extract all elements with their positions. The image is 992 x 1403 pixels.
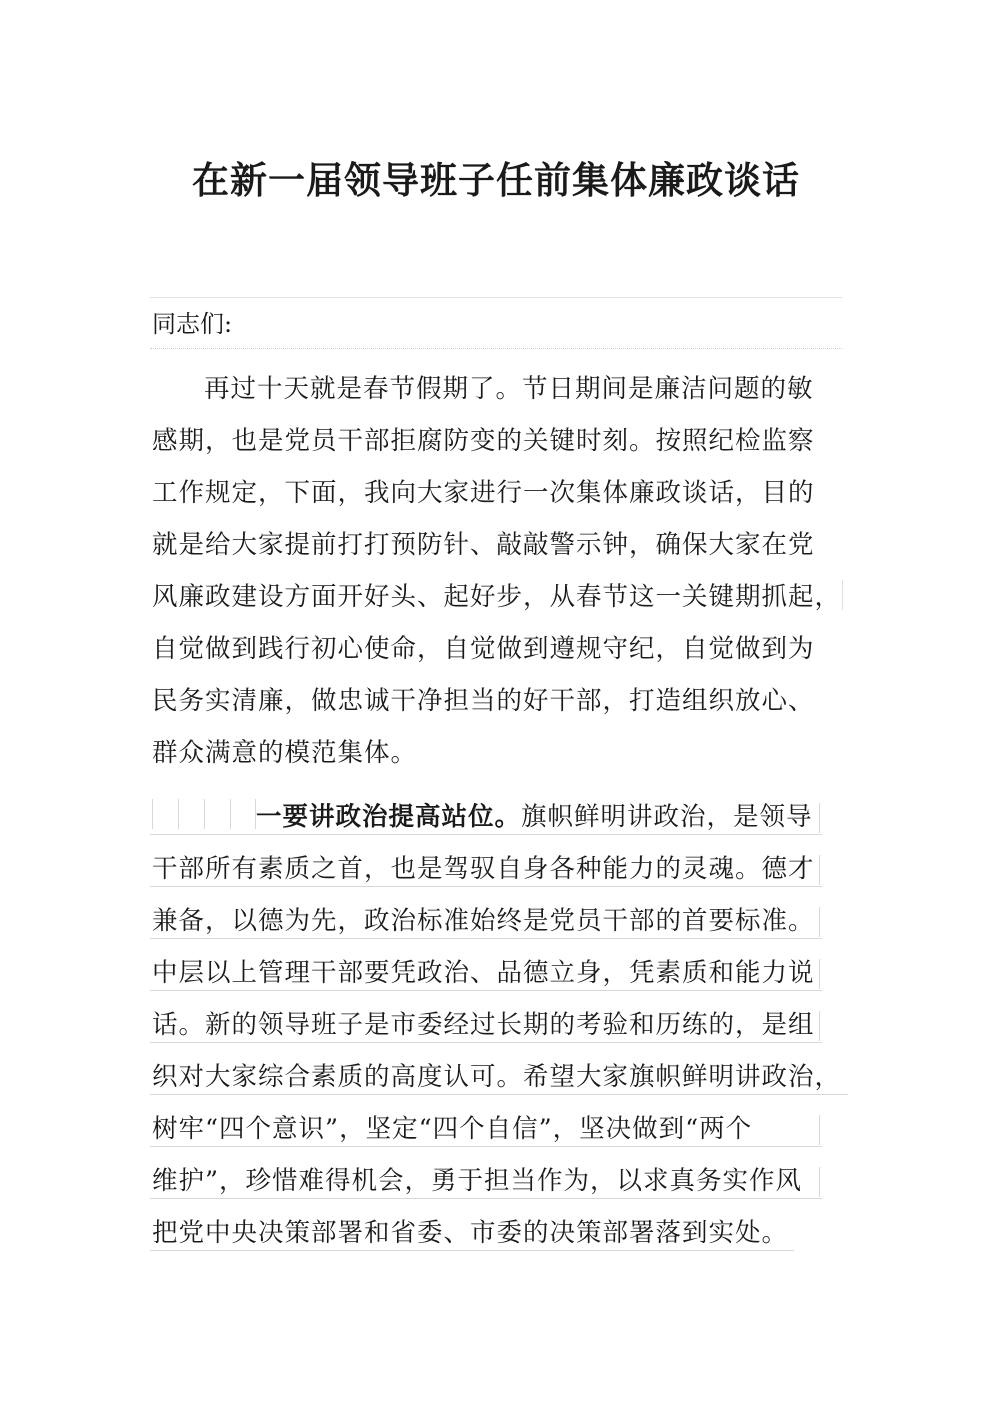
paragraph-line bbox=[152, 895, 822, 947]
section-heading: 一要讲政治提高站位。 bbox=[256, 802, 522, 832]
paragraph-line bbox=[152, 1051, 842, 1103]
paragraph-text: 干部所有素质之首，也是驾驭自身各种能力的灵魂。德才 bbox=[152, 854, 815, 884]
indent-marks bbox=[152, 799, 256, 829]
paragraph-line: 工作规定，下面，我向大家进行一次集体廉政谈话，目的 bbox=[152, 478, 815, 508]
paragraph-line: 风廉政建设方面开好头、起好步，从春节这一关键期抓起， bbox=[152, 582, 842, 612]
paragraph-line bbox=[152, 947, 822, 999]
paragraph-text: 织对大家综合素质的高度认可。希望大家旗帜鲜明讲政治， bbox=[152, 1062, 842, 1092]
paragraph-line bbox=[152, 1207, 822, 1259]
paragraph-text: 中层以上管理干部要凭政治、品德立身，凭素质和能力说 bbox=[152, 958, 815, 988]
paragraph-text: 维护”，珍惜难得机会，勇于担当作为，以求真务实作风 bbox=[152, 1166, 803, 1196]
margin-mark bbox=[842, 580, 843, 610]
salutation: 同志们: bbox=[152, 310, 233, 338]
paragraph-point-one bbox=[152, 791, 842, 1259]
paragraph-line: 再过十天就是春节假期了。节日期间是廉洁问题的敏 bbox=[204, 374, 814, 404]
paragraph-text: 旗帜鲜明讲政治，是领导 bbox=[521, 802, 813, 832]
paragraph-text: 树牢“四个意识”，坚定“四个自信”，坚决做到“两个 bbox=[152, 1114, 753, 1144]
paragraph-line: 就是给大家提前打打预防针、敲敲警示钟，确保大家在党 bbox=[152, 530, 815, 560]
paragraph-line: 民务实清廉，做忠诚干净担当的好干部，打造组织放心、 bbox=[152, 686, 815, 716]
salutation-block bbox=[150, 297, 842, 349]
paragraph-line: 群众满意的模范集体。 bbox=[152, 738, 418, 768]
paragraph-line bbox=[152, 1103, 822, 1155]
paragraph-text: 把党中央决策部署和省委、市委的决策部署落到实处。 bbox=[152, 1218, 789, 1248]
paragraph-text: 兼备，以德为先，政治标准始终是党员干部的首要标准。 bbox=[152, 906, 815, 936]
paragraph-first-line bbox=[152, 791, 822, 843]
paragraph-line: 感期，也是党员干部拒腐防变的关键时刻。按照纪检监察 bbox=[152, 426, 815, 456]
paragraph-line bbox=[152, 999, 822, 1051]
paragraph-line bbox=[152, 843, 822, 895]
paragraph-intro bbox=[152, 363, 842, 779]
paragraph-line bbox=[152, 1155, 822, 1207]
paragraph-line: 自觉做到践行初心使命，自觉做到遵规守纪，自觉做到为 bbox=[152, 634, 815, 664]
paragraph-text: 话。新的领导班子是市委经过长期的考验和历练的，是组 bbox=[152, 1010, 815, 1040]
document-title: 在新一届领导班子任前集体廉政谈话 bbox=[192, 158, 800, 202]
